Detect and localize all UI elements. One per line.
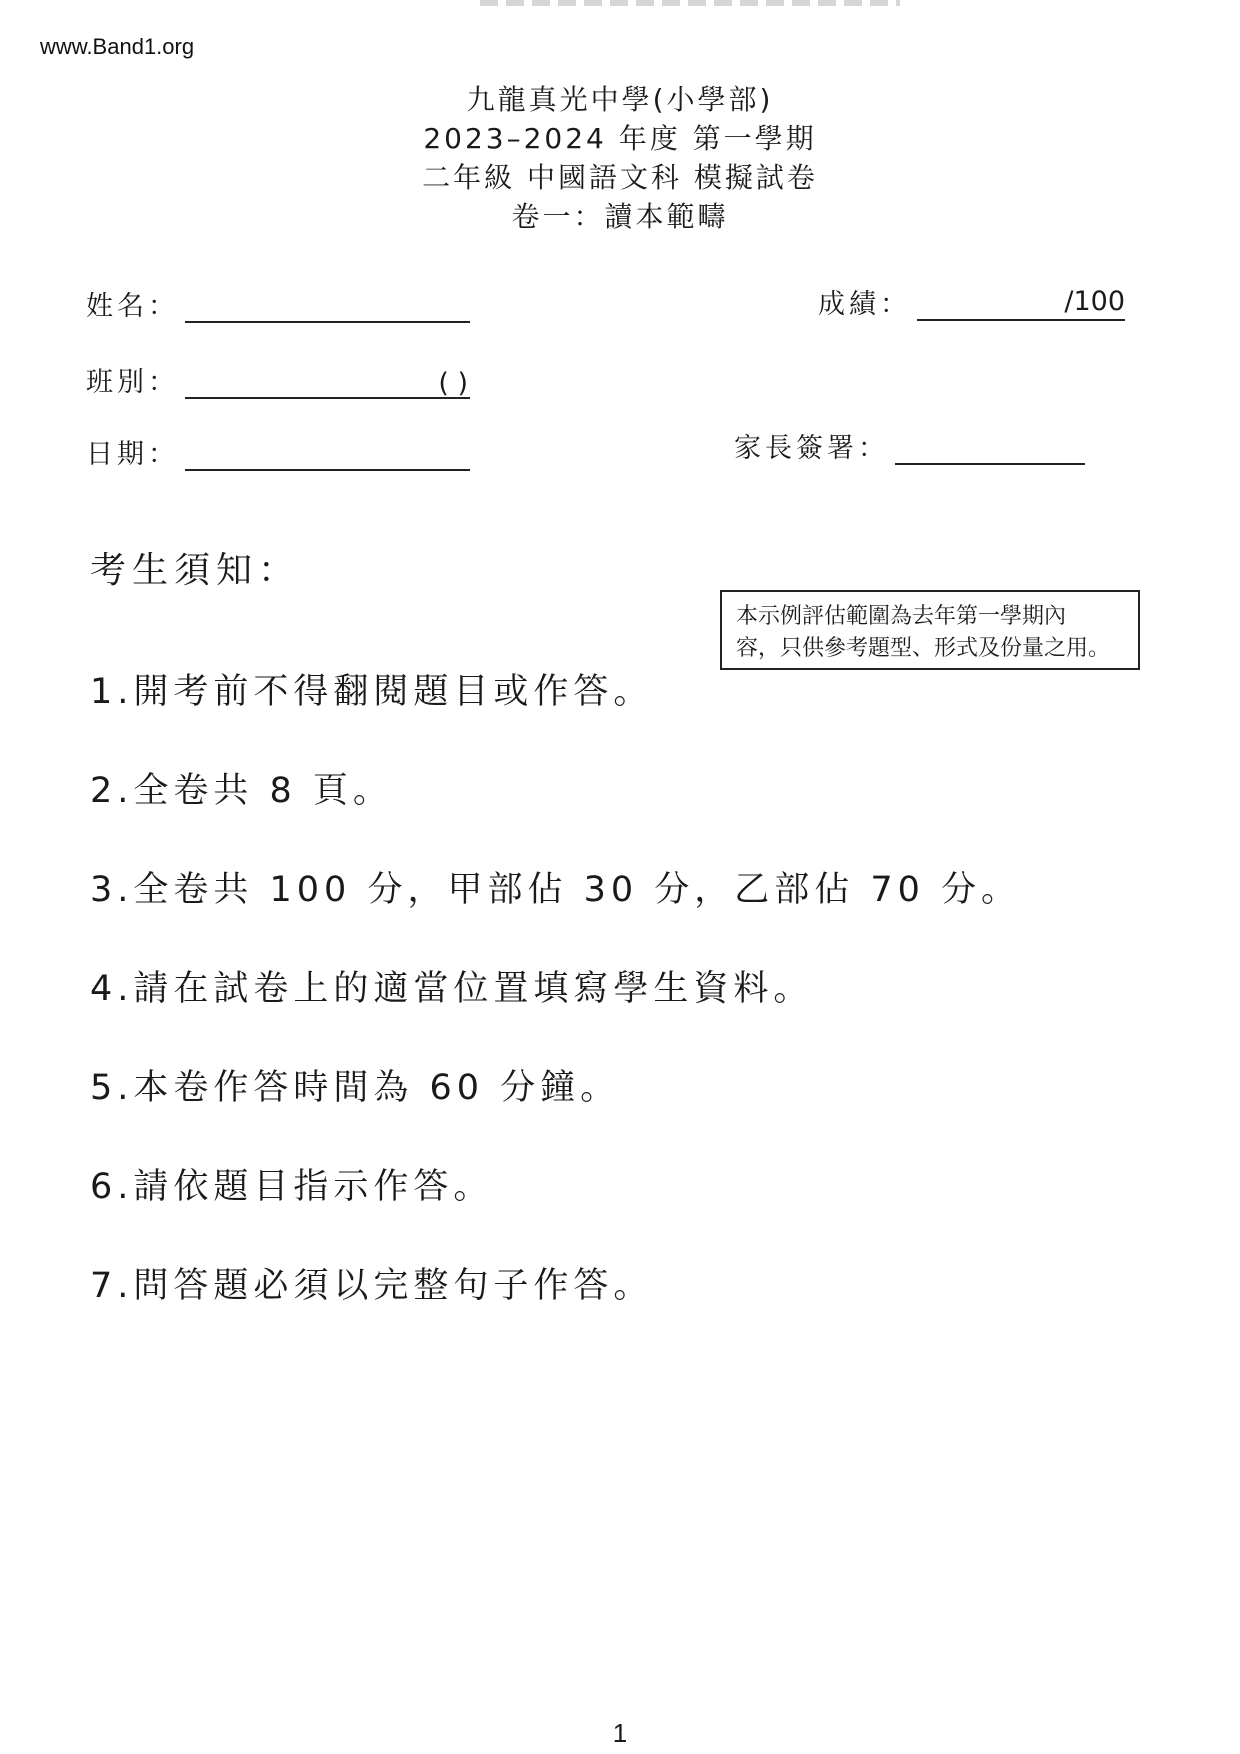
scope-note-line: 本示例評估範圍為去年第一學期內	[736, 603, 1067, 628]
date-blank[interactable]	[185, 439, 470, 471]
class-field	[86, 360, 470, 399]
page-number: 1	[612, 1718, 628, 1748]
name-label: 姓名：	[86, 291, 179, 322]
parent-signature-field	[734, 426, 1085, 465]
notice-item: 4.請在試卷上的適當位置填寫學生資料。	[90, 969, 814, 1009]
exam-header	[0, 80, 1240, 236]
notice-item: 3.全卷共 100 分，甲部佔 30 分，乙部佔 70 分。	[90, 870, 1022, 910]
notice-item: 7.問答題必須以完整句子作答。	[90, 1266, 654, 1306]
score-label: 成績：	[818, 289, 911, 320]
name-field	[86, 284, 470, 323]
notice-item: 2.全卷共 8 頁。	[90, 771, 393, 811]
scope-note-box	[720, 590, 1140, 670]
scope-note-line: 容，只供參考題型、形式及份量之用。	[736, 635, 1111, 660]
class-blank[interactable]	[185, 367, 470, 399]
scan-artifact	[480, 0, 900, 6]
notice-title: 考生須知：	[90, 550, 301, 591]
score-field	[818, 282, 1125, 321]
notice-item: 6.請依題目指示作答。	[90, 1167, 494, 1207]
parent-signature-label: 家長簽署：	[734, 433, 889, 464]
class-number-brackets: ( )	[438, 368, 468, 399]
score-blank[interactable]	[917, 286, 1125, 321]
name-blank[interactable]	[185, 291, 470, 323]
academic-term: 2023–2024 年度 第一學期	[423, 122, 817, 155]
date-label: 日期：	[86, 439, 179, 470]
school-name: 九龍真光中學(小學部)	[466, 83, 774, 116]
watermark-url: www.Band1.org	[40, 34, 195, 59]
paper-title: 卷一：讀本範疇	[511, 200, 729, 233]
class-label: 班別：	[86, 367, 179, 398]
notice-item: 1.開考前不得翻閱題目或作答。	[90, 672, 654, 712]
notice-list	[90, 668, 1021, 1361]
notice-item: 5.本卷作答時間為 60 分鐘。	[90, 1068, 621, 1108]
exam-subject: 二年級 中國語文科 模擬試卷	[422, 161, 818, 194]
date-field	[86, 432, 470, 471]
parent-signature-blank[interactable]	[895, 433, 1085, 465]
score-total: /100	[1064, 286, 1125, 317]
